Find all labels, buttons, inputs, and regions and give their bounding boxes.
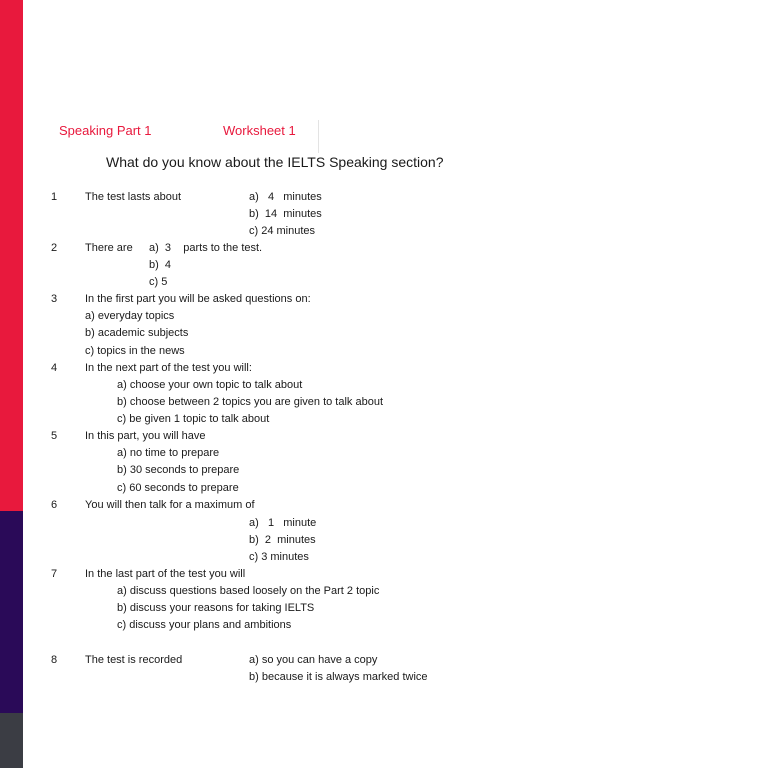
question-text-4: In the next part of the test you will: <box>85 362 252 374</box>
question-number-2: 2 <box>51 242 58 254</box>
question-1-option-b: b) 14 minutes <box>249 208 322 220</box>
question-number-5: 5 <box>51 430 58 442</box>
question-1-option-c: c) 24 minutes <box>249 225 316 237</box>
question-6-option-b: b) 2 minutes <box>249 534 316 546</box>
question-7-option-c: c) discuss your plans and ambitions <box>117 619 292 631</box>
question-text-8: The test is recorded <box>85 654 183 666</box>
question-5-option-a: a) no time to prepare <box>117 447 220 459</box>
question-number-7: 7 <box>51 568 58 580</box>
question-3-option-a: a) everyday topics <box>85 310 175 322</box>
question-text-7: In the last part of the test you will <box>85 568 246 580</box>
question-text-5: In this part, you will have <box>85 430 206 442</box>
question-2-option-c: c) 5 <box>149 276 168 288</box>
left-band-red <box>0 0 23 511</box>
question-8-option-b: b) because it is always marked twice <box>249 671 428 683</box>
question-4-option-c: c) be given 1 topic to talk about <box>117 413 270 425</box>
left-band-gray <box>0 713 23 768</box>
question-6-option-a: a) 1 minute <box>249 517 317 529</box>
question-number-4: 4 <box>51 362 58 374</box>
question-6-option-c: c) 3 minutes <box>249 551 309 563</box>
question-7-option-a: a) discuss questions based loosely on the Part 2 topic <box>117 585 380 597</box>
question-2-option-a: a) 3 parts to the test. <box>149 242 263 254</box>
question-number-8: 8 <box>51 654 58 666</box>
header-worksheet-label: Worksheet 1 <box>223 123 296 138</box>
question-5-option-b: b) 30 seconds to prepare <box>117 464 240 476</box>
question-number-6: 6 <box>51 499 58 511</box>
page-title: What do you know about the IELTS Speaking section? <box>106 154 444 170</box>
question-5-option-c: c) 60 seconds to prepare <box>117 482 239 494</box>
question-text-2: There are <box>85 242 133 254</box>
question-text-1: The test lasts about <box>85 191 181 203</box>
header-divider <box>318 120 319 153</box>
question-8-option-a: a) so you can have a copy <box>249 654 378 666</box>
left-band-purple <box>0 511 23 713</box>
question-2-option-b: b) 4 <box>149 259 172 271</box>
question-4-option-a: a) choose your own topic to talk about <box>117 379 303 391</box>
question-number-3: 3 <box>51 293 58 305</box>
question-text-6: You will then talk for a maximum of <box>85 499 255 511</box>
header-section-label: Speaking Part 1 <box>59 123 152 138</box>
question-3-option-b: b) academic subjects <box>85 327 189 339</box>
question-1-option-a: a) 4 minutes <box>249 191 322 203</box>
question-number-1: 1 <box>51 191 58 203</box>
question-7-option-b: b) discuss your reasons for taking IELTS <box>117 602 315 614</box>
question-4-option-b: b) choose between 2 topics you are given to talk about <box>117 396 384 408</box>
question-3-option-c: c) topics in the news <box>85 345 185 357</box>
question-text-3: In the first part you will be asked questions on: <box>85 293 311 305</box>
